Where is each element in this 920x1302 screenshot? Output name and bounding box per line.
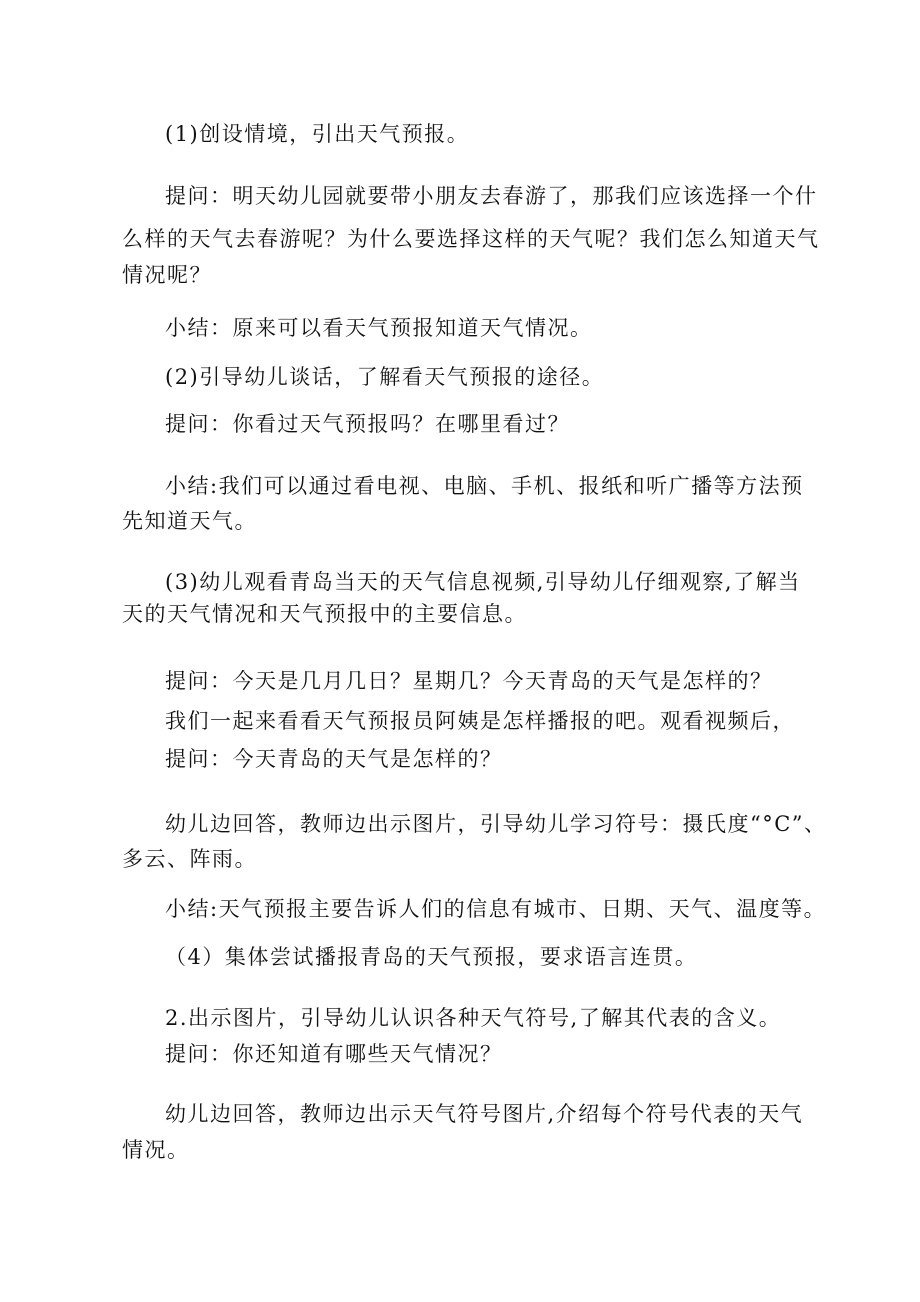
paragraph-line: 天的天气情况和天气预报中的主要信息。 <box>122 602 527 626</box>
summary-line: 小结:我们可以通过看电视、电脑、手机、报纸和听广播等方法预 <box>165 474 804 498</box>
paragraph-line: 我们一起来看看天气预报员阿姨是怎样播报的吧。观看视频后， <box>165 709 795 733</box>
section-heading-3: (3)幼儿观看青岛当天的天气信息视频,引导幼儿仔细观察,了解当 <box>165 570 801 594</box>
paragraph-line: 情况。 <box>122 1138 190 1162</box>
paragraph-line: 幼儿边回答，教师边出示图片，引导幼儿学习符号：摄氏度“°C”、 <box>165 812 827 836</box>
paragraph-line: 么样的天气去春游呢？为什么要选择这样的天气呢？我们怎么知道天气 <box>122 227 820 251</box>
paragraph-line: 多云、阵雨。 <box>122 847 257 871</box>
numbered-item: 2.出示图片，引导幼儿认识各种天气符号,了解其代表的含义。 <box>165 1006 782 1030</box>
paragraph-line: 提问：你看过天气预报吗？在哪里看过？ <box>165 412 570 436</box>
summary-line: 小结：原来可以看天气预报知道天气情况。 <box>165 316 593 340</box>
section-heading-4: （4）集体尝试播报青岛的天气预报，要求语言连贯。 <box>165 945 698 969</box>
paragraph-line: 情况呢？ <box>122 263 212 287</box>
section-heading-1: (1)创设情境，引出天气预报。 <box>165 122 470 146</box>
paragraph-line: 先知道天气。 <box>122 509 257 533</box>
paragraph-line: 提问：今天青岛的天气是怎样的？ <box>165 747 503 771</box>
paragraph-line: 幼儿边回答，教师边出示天气符号图片,介绍每个符号代表的天气 <box>165 1102 804 1126</box>
section-heading-2: (2)引导幼儿谈话，了解看天气预报的途径。 <box>165 365 605 389</box>
paragraph-line: 提问：明天幼儿园就要带小朋友去春游了，那我们应该选择一个什 <box>165 184 818 208</box>
paragraph-line: 提问：今天是几月几日？星期几？今天青岛的天气是怎样的？ <box>165 669 773 693</box>
paragraph-line: 提问：你还知道有哪些天气情况？ <box>165 1042 503 1066</box>
summary-line: 小结:天气预报主要告诉人们的信息有城市、日期、天气、温度等。 <box>165 897 827 921</box>
